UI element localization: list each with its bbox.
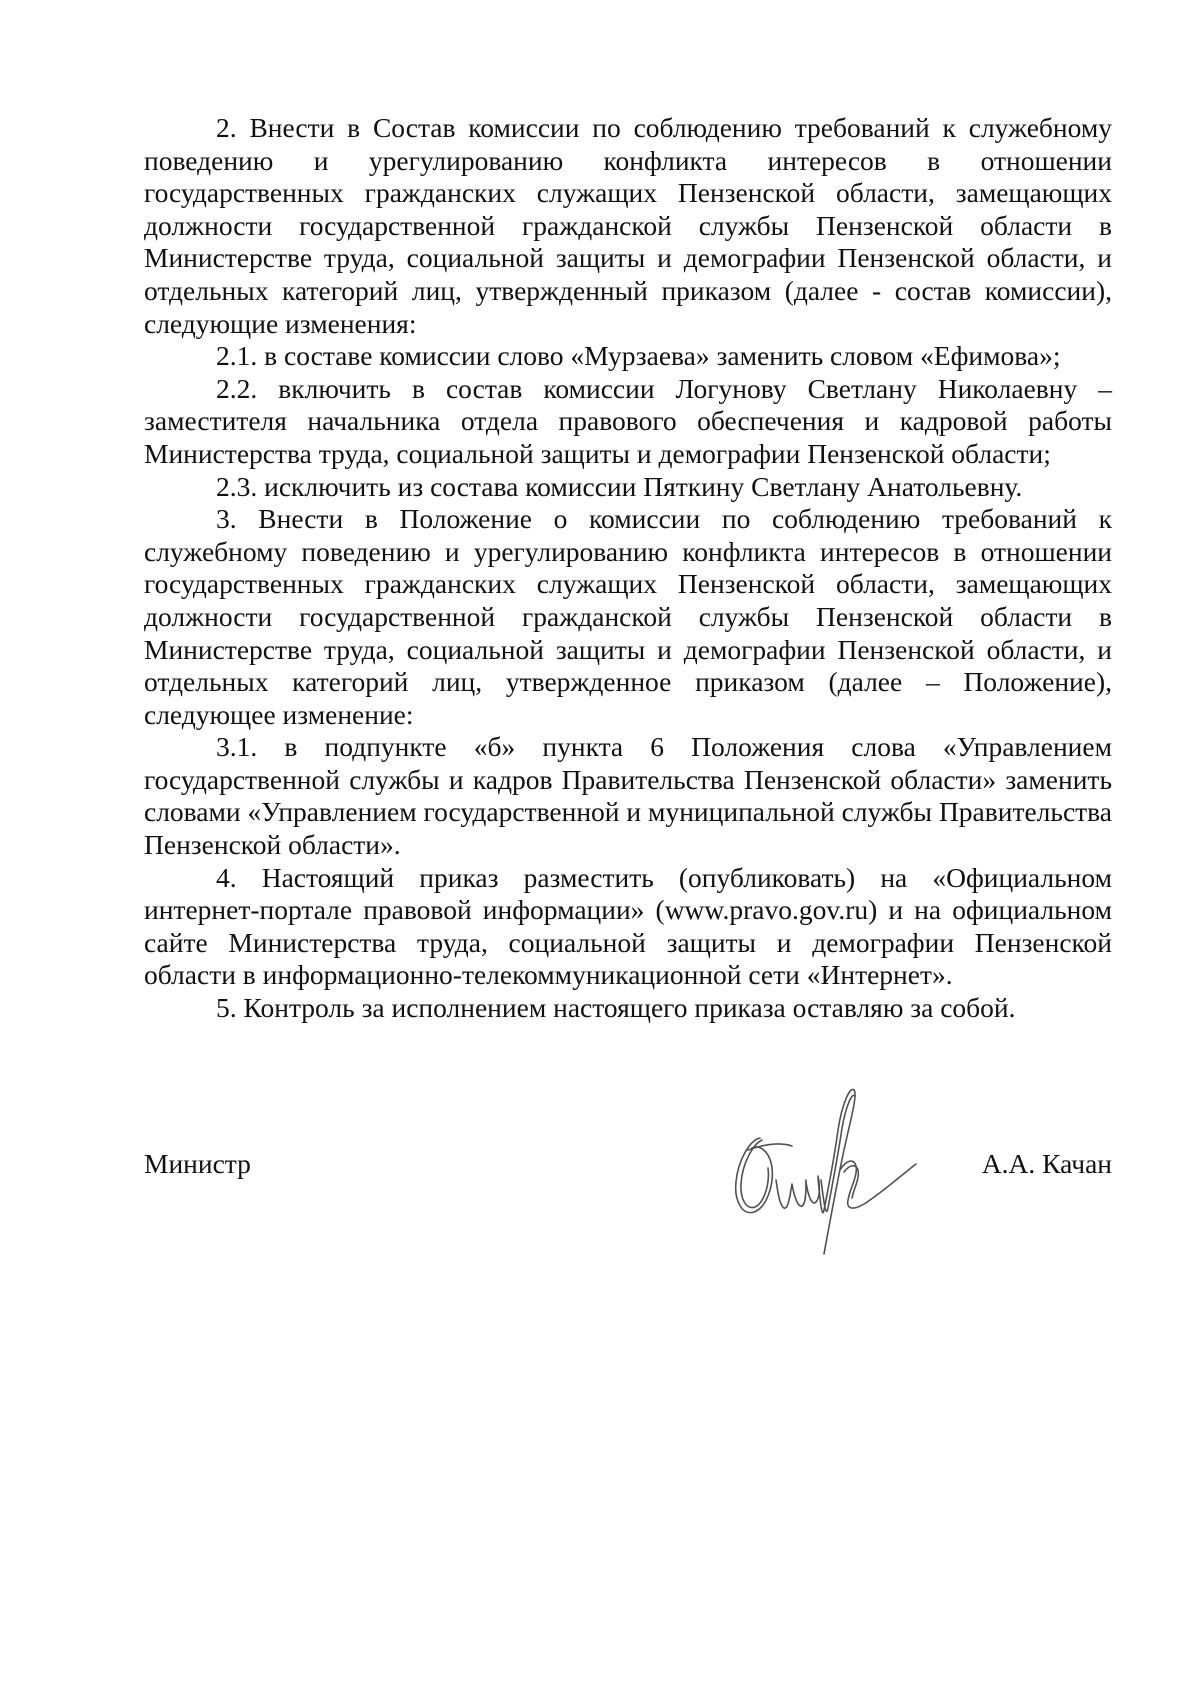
paragraph-item-3: 3. Внести в Положение о комиссии по соблюдению требований к служебному поведению и урегулированию конфликта интересов в отношении государственных гражданских служащих Пензенской области, замещающих должности государственной гражданской службы Пензенской области в Министерстве труда, социальной защиты и демографии Пензенской области, и отдельных категорий лиц, утвержденное приказом (далее – Положение), следующее изменение: [144,503,1112,730]
paragraph-item-5: 5. Контроль за исполнением настоящего приказа оставляю за собой. [216,992,1016,1024]
document-body [144,112,1112,1025]
paragraph-item-3-1: 3.1. в подпункте «б» пункта 6 Положения слова «Управлением государственной службы и кадров Правительства Пензенской области» заменить словами «Управлением государственной и муниципальной службы Правительства Пензенской области». [144,731,1112,861]
signer-title: Министр [144,1148,251,1179]
handwritten-signature-icon [720,1060,930,1270]
paragraph-item-4: 4. Настоящий приказ разместить (опубликовать) на «Официальном интернет-портале правовой информации» (www.pravo.gov.ru) и на официальном сайте Министерства труда, социальной защиты и демографии Пензенской области в информационно-телекоммуникационной сети «Интернет». [144,861,1112,991]
paragraph-item-2: 2. Внести в Состав комиссии по соблюдению требований к служебному поведению и урегулированию конфликта интересов в отношении государственных гражданских служащих Пензенской области, замещающих должности государственной гражданской службы Пензенской области в Министерстве труда, социальной защиты и демографии Пензенской области, и отдельных категорий лиц, утвержденный приказом (далее - состав комиссии), следующие изменения: [144,112,1112,339]
signer-name: А.А. Качан [981,1148,1112,1179]
paragraph-item-2-2: 2.2. включить в состав комиссии Логунову Светлану Николаевну – заместителя начальника отдела правового обеспечения и кадровой работы Министерства труда, социальной защиты и демографии Пензенской области; [144,372,1112,469]
signature-block [144,1148,1112,1188]
paragraph-item-2-3: 2.3. исключить из состава комиссии Пяткину Светлану Анатольевну. [216,470,1023,502]
paragraph-item-2-1: 2.1. в составе комиссии слово «Мурзаева» заменить словом «Ефимова»; [216,340,1061,372]
